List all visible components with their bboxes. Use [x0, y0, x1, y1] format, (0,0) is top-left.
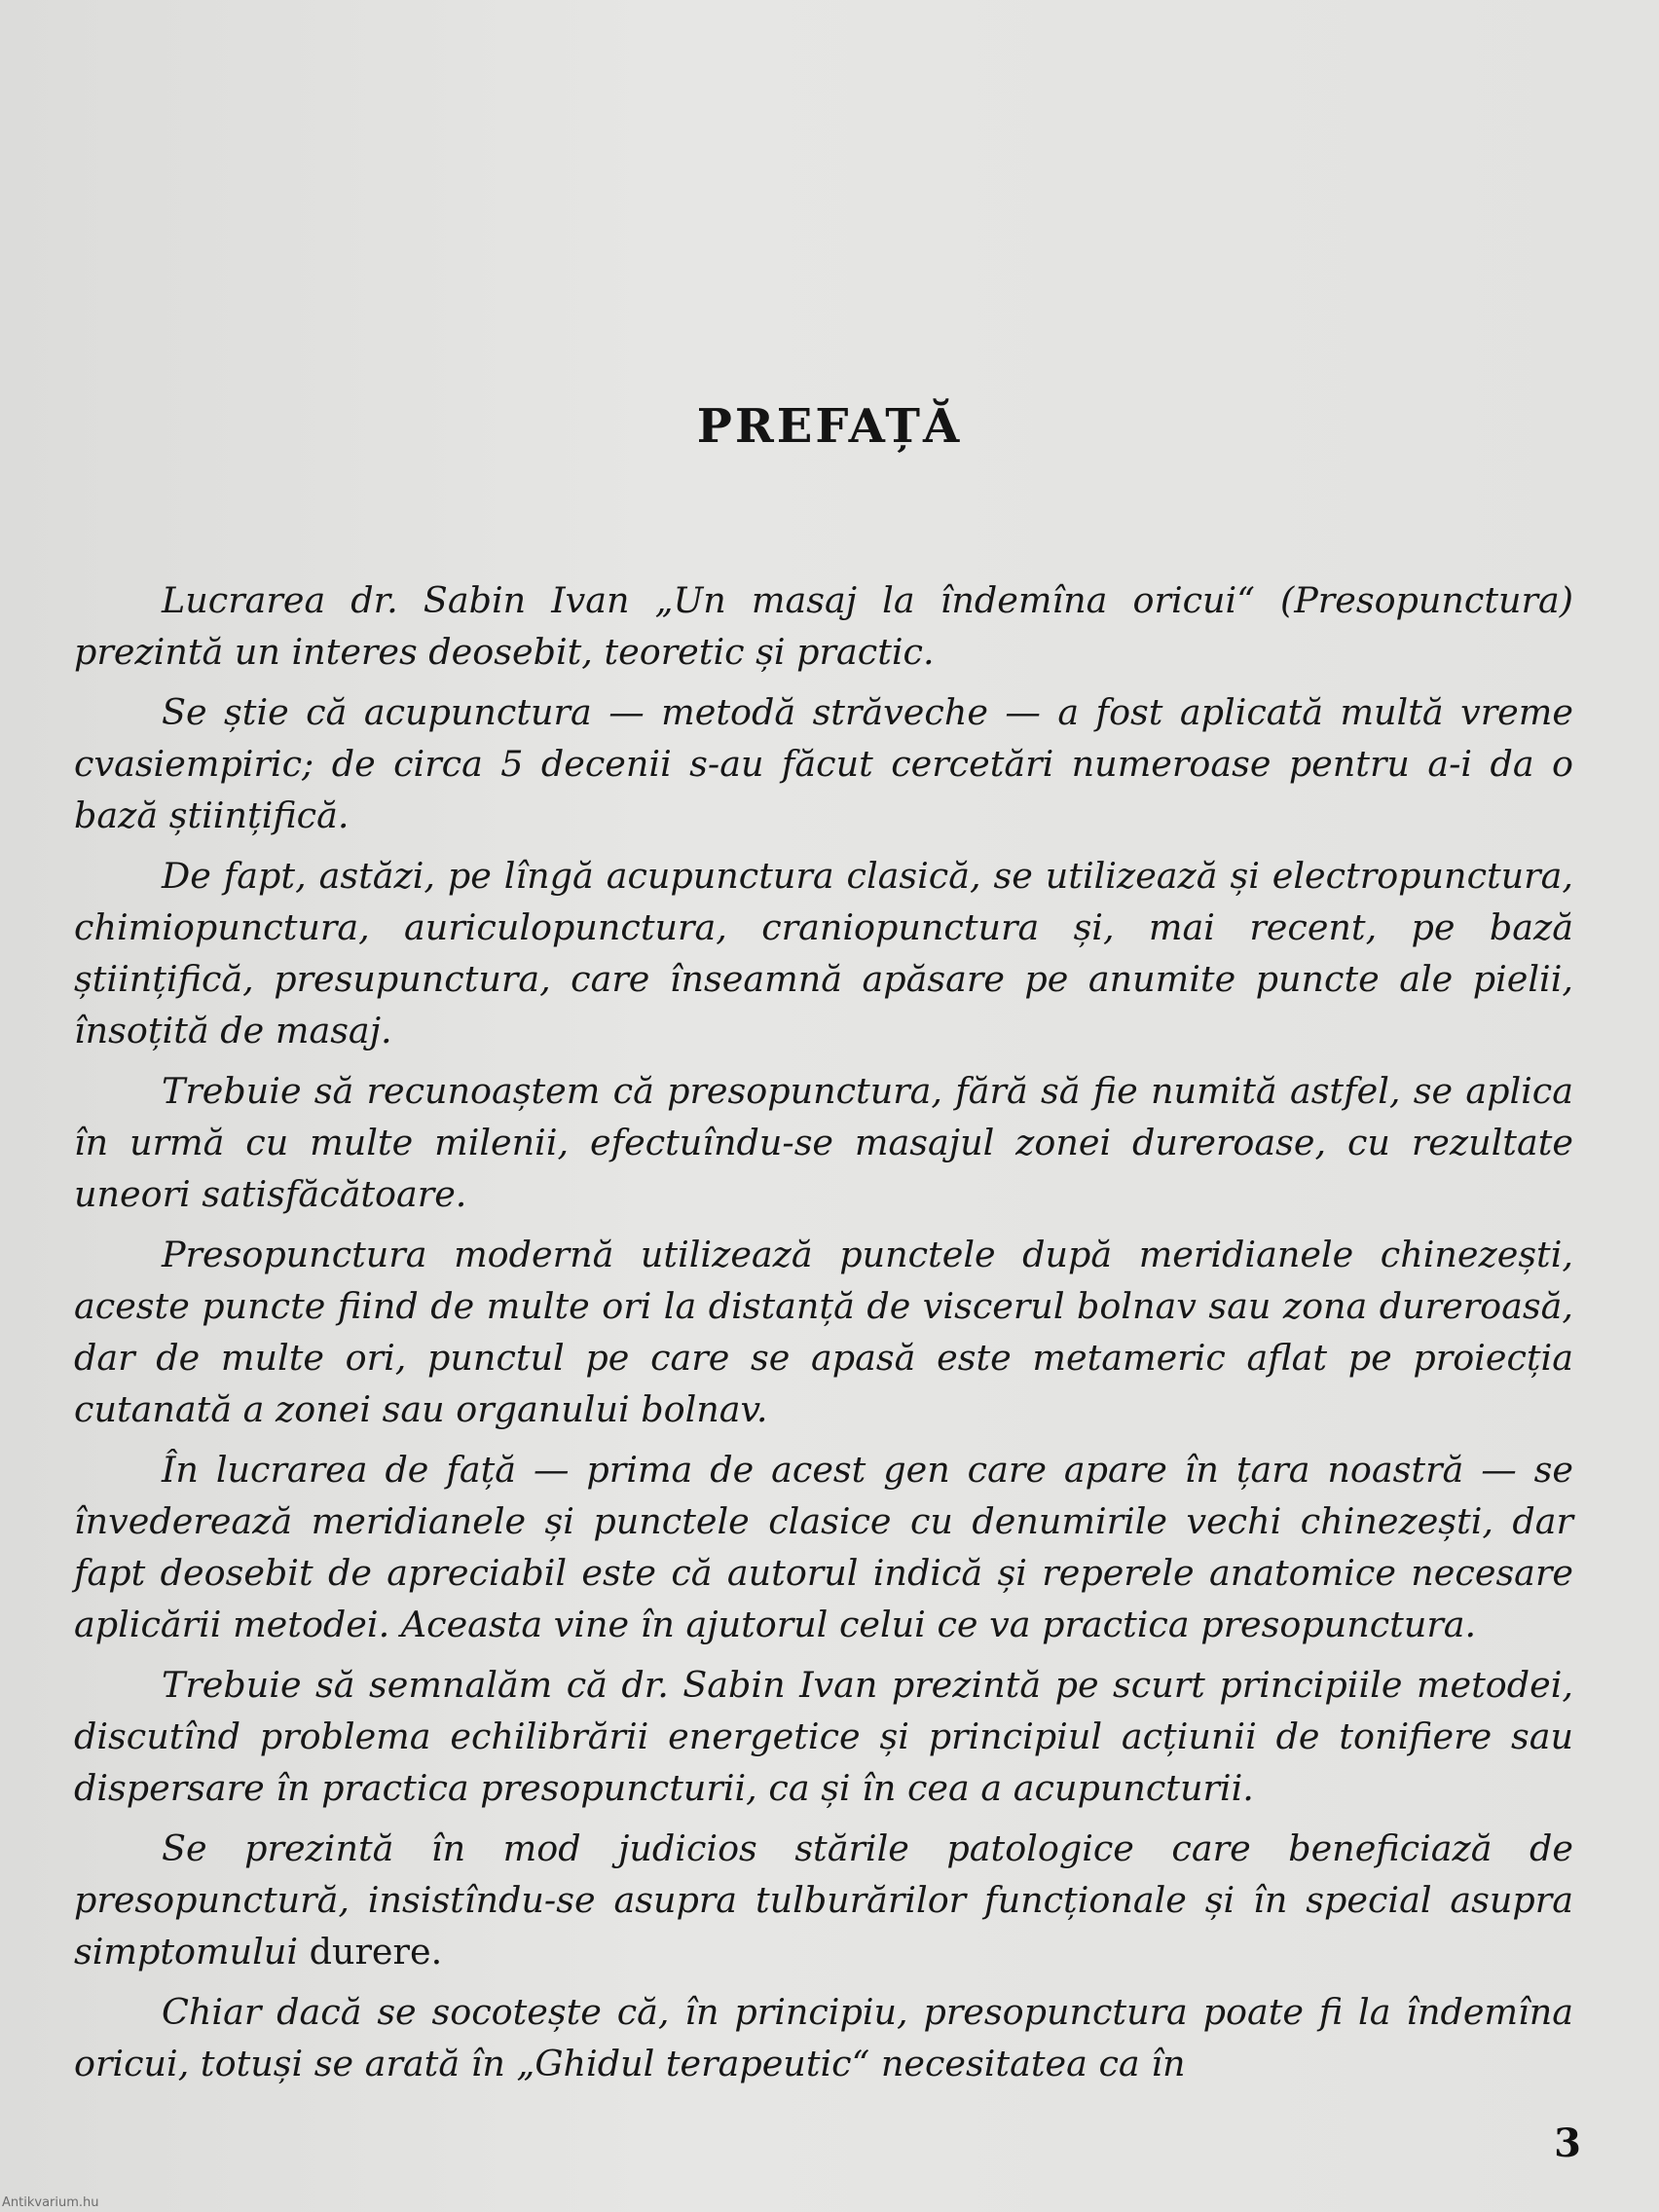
- preface-body: [74, 574, 1573, 2098]
- paragraph: Lucrarea dr. Sabin Ivan „Un masaj la îndemîna oricui“ (Presopunctura) prezintă un interes deosebit, teoretic și practic.: [74, 579, 1573, 673]
- paragraph: În lucrarea de față — prima de acest gen care apare în țara noastră — se învederează meridianele și punctele clasice cu denumirile vechi chinezești, dar fapt deosebit de apreciabil este că autorul indică și reperele anatomice necesare aplicării metodei. Aceasta vine în ajutorul celui ce va practica presopunctura.: [74, 1449, 1573, 1645]
- page-title: PREFAȚĂ: [696, 399, 963, 454]
- paragraph: Presopunctura modernă utilizează punctele după meridianele chinezești, aceste puncte fiind de multe ori la distanță de viscerul bolnav sau zona dureroasă, dar de multe ori, punctul pe care se apasă este metameric aflat pe proiecția cutanată a zonei sau organului bolnav.: [74, 1234, 1573, 1430]
- watermark: Antikvarium.hu: [2, 2195, 99, 2210]
- paragraph: Trebuie să recunoaștem că presopunctura, fără să fie numită astfel, se aplica în urmă cu multe milenii, efectuîndu-se masajul zonei dureroase, cu rezultate uneori satisfăcătoare.: [74, 1070, 1573, 1215]
- paragraph: Chiar dacă se socotește că, în principiu, presopunctura poate fi la îndemîna oricui, totuși se arată în „Ghidul terapeutic“ necesitatea ca în: [74, 1991, 1573, 2084]
- paragraph: Se știe că acupunctura — metodă străveche — a fost aplicată multă vreme cvasiempiric; de circa 5 decenii s-au făcut cercetări numeroase pentru a-i da o bază științifică.: [74, 691, 1573, 836]
- paragraph: Trebuie să semnalăm că dr. Sabin Ivan prezintă pe scurt principiile metodei, discutînd problema echilibrării energetice și principiul acțiunii de tonifiere sau dispersare în practica presopuncturii, ca și în cea a acupuncturii.: [74, 1664, 1573, 1809]
- page-number: 3: [1554, 2120, 1581, 2166]
- paragraph-upright-word: durere.: [298, 1931, 443, 1972]
- paragraph: [74, 1823, 1573, 1977]
- paragraph-italic-part: Se prezintă în mod judicios stările patologice care beneficiază de presopunctură, insistîndu-se asupra tulburărilor funcționale și în special asupra simptomului: [74, 1827, 1573, 1972]
- paragraph: De fapt, astăzi, pe lîngă acupunctura clasică, se utilizează și electropunctura, chimiopunctura, auriculopunctura, craniopunctura și, mai recent, pe bază științifică, presupunctura, care înseamnă apăsare pe anumite puncte ale pielii, însoțită de masaj.: [74, 855, 1573, 1051]
